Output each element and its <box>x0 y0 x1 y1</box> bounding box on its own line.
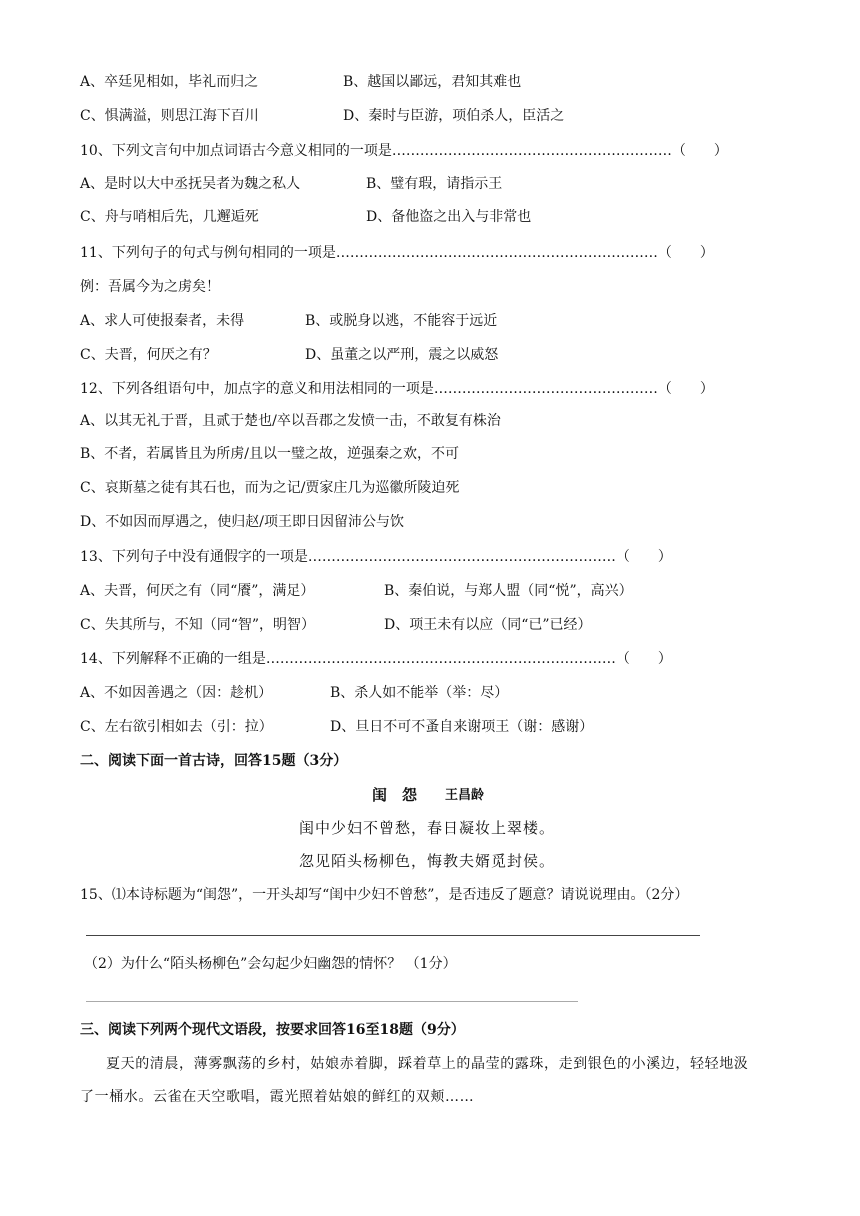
poem-line-1: 闺中少妇不曾愁，春日凝妆上翠楼。 <box>299 819 556 837</box>
q9-option-c: C、惧满溢，则思江海下百川 <box>80 108 259 124</box>
paragraph-line-2: 了一桶水。云雀在天空歌唱，霞光照着姑娘的鲜红的双颊…… <box>80 1089 475 1105</box>
poem-author: 王昌龄 <box>445 788 485 803</box>
section2-heading: 二、阅读下面一首古诗，回答15题（3分） <box>80 753 348 769</box>
q11-option-d: D、虽董之以严刑，震之以威怒 <box>305 347 499 363</box>
q10-option-c: C、舟与哨相后先，几邂逅死 <box>80 209 259 225</box>
q14-option-d: D、旦日不可不蚤自来谢项王（谢：感谢） <box>330 719 594 735</box>
q14-option-a: A、不如因善遇之（因：趁机） <box>80 685 273 701</box>
q9-option-a: A、卒廷见相如，毕礼而归之 <box>80 74 259 90</box>
poem-line-2: 忽见陌头杨柳色，悔教夫婿觅封侯。 <box>299 852 556 870</box>
q10-stem: 10、下列文言句中加点词语古今意义相同的一项是……………………………………………………（ ） <box>80 143 728 159</box>
section3-heading: 三、阅读下列两个现代文语段，按要求回答16至18题（9分） <box>80 1022 465 1038</box>
q14-option-c: C、左右欲引相如去（引：拉） <box>80 719 273 735</box>
q14-stem: 14、下列解释不正确的一组是…………………………………………………………………（ ） <box>80 651 672 667</box>
q15-part1: 15、⑴本诗标题为“闺怨”，一开头却写“闺中少妇不曾愁”，是否违反了题意？请说说理由。（2分） <box>80 887 689 903</box>
q13-option-b: B、秦伯说，与郑人盟（同“悦”，高兴） <box>384 583 633 599</box>
q9-option-d: D、秦时与臣游，项伯杀人，臣活之 <box>343 108 565 124</box>
poem-title: 闺 怨 <box>372 786 418 804</box>
q13-option-a: A、夫晋，何厌之有（同“餍”，满足） <box>80 583 315 599</box>
q10-option-d: D、备他盗之出入与非常也 <box>366 209 532 225</box>
answer-line-2 <box>86 1001 578 1002</box>
answer-line-1 <box>86 935 700 936</box>
q12-stem: 12、下列各组语句中，加点字的意义和用法相同的一项是…………………………………………（ ） <box>80 381 714 397</box>
q11-option-b: B、或脱身以逃，不能容于远近 <box>305 313 498 329</box>
q11-option-c: C、夫晋，何厌之有？ <box>80 347 217 363</box>
q11-stem: 11、下列句子的句式与例句相同的一项是……………………………………………………………（ ） <box>80 245 714 261</box>
q11-option-a: A、求人可使报秦者，未得 <box>80 313 245 329</box>
q10-option-b: B、璧有瑕，请指示王 <box>366 176 503 192</box>
q12-option-c: C、哀斯墓之徒有其石也，而为之记/贾家庄几为巡徽所陵迫死 <box>80 480 460 496</box>
q10-option-a: A、是时以大中丞抚吴者为魏之私人 <box>80 176 301 192</box>
q9-option-b: B、越国以鄙远，君知其难也 <box>343 74 522 90</box>
q13-stem: 13、下列句子中没有通假字的一项是…………………………………………………………（ ） <box>80 549 672 565</box>
q11-example: 例：吾属今为之虏矣！ <box>80 279 220 295</box>
q12-option-a: A、以其无礼于晋，且贰于楚也/卒以吾郡之发愤一击，不敢复有株治 <box>80 413 501 429</box>
q13-option-d: D、项王未有以应（同“已”已经） <box>384 617 592 633</box>
q12-option-b: B、不者，若属皆且为所虏/且以一璧之故，逆强秦之欢，不可 <box>80 446 460 462</box>
paragraph-line-1: 夏天的清晨，薄雾飘荡的乡村，姑娘赤着脚，踩着草上的晶莹的露珠，走到银色的小溪边，轻轻地汲 <box>106 1056 749 1072</box>
q12-option-d: D、不如因而厚遇之，使归赵/项王即日因留沛公与饮 <box>80 514 404 530</box>
q15-part2: （2）为什么“陌头杨柳色”会勾起少妇幽怨的情怀？ （1分） <box>84 956 457 972</box>
q13-option-c: C、失其所与，不知（同“智”，明智） <box>80 617 316 633</box>
q14-option-b: B、杀人如不能举（举：尽） <box>330 685 509 701</box>
